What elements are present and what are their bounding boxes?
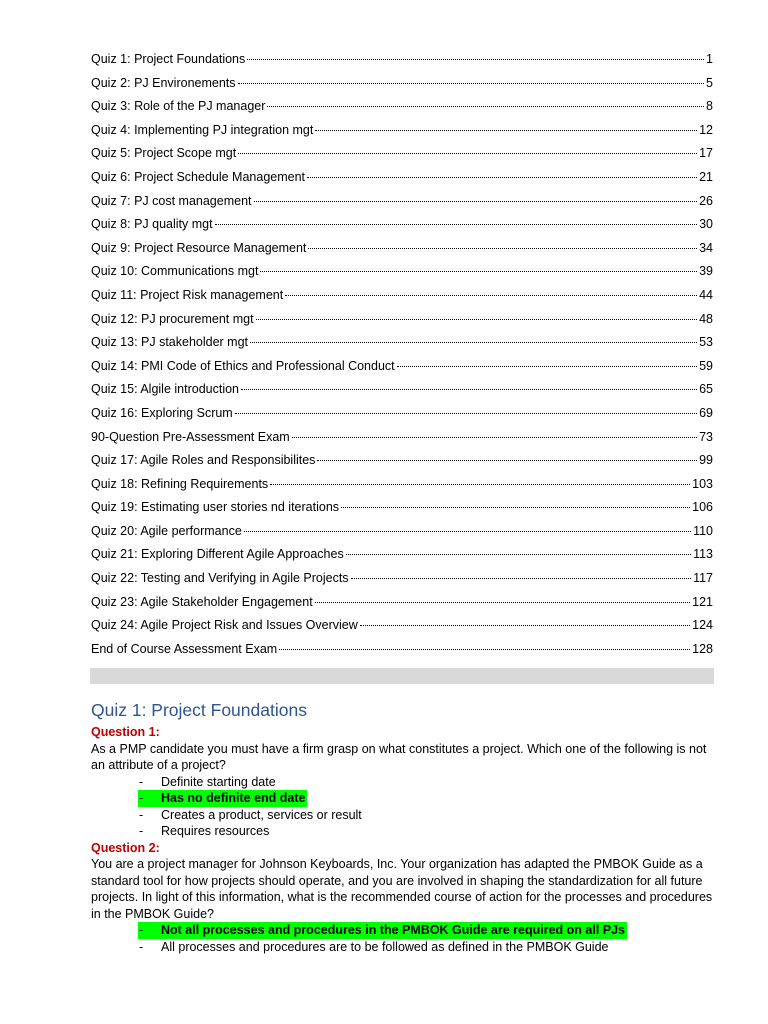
toc-entry-title: Quiz 15: Algile introduction	[91, 382, 240, 397]
answer-option-text: Requires resources	[161, 824, 270, 838]
toc-entry-title: 90-Question Pre-Assessment Exam	[91, 429, 290, 444]
toc-entry-title: Quiz 24: Agile Project Risk and Issues Overview	[91, 618, 358, 633]
toc-dot-leader	[238, 82, 705, 84]
toc-entry-page-number: 21	[699, 169, 713, 184]
toc-entry-title: Quiz 7: PJ cost management	[91, 193, 252, 208]
toc-entry-page-number: 117	[693, 571, 713, 586]
toc-entry[interactable]	[91, 614, 713, 638]
toc-entry-title: Quiz 5: Project Scope mgt	[91, 146, 237, 161]
toc-entry-page-number: 69	[699, 405, 713, 420]
quiz-heading: Quiz 1: Project Foundations	[91, 700, 307, 720]
toc-entry-page-number: 121	[692, 594, 713, 609]
toc-entry[interactable]	[91, 402, 713, 426]
toc-dot-leader	[270, 483, 690, 485]
toc-entry-title: Quiz 14: PMI Code of Ethics and Professional Conduct	[91, 358, 395, 373]
toc-entry[interactable]	[91, 308, 713, 332]
toc-entry[interactable]	[91, 496, 713, 520]
question-label: Question 2:	[91, 840, 160, 855]
toc-entry-page-number: 39	[699, 264, 713, 279]
bullet-dash: -	[139, 774, 144, 789]
toc-entry[interactable]	[91, 48, 713, 72]
question-text: As a PMP candidate you must have a firm grasp on what constitutes a project. Which one of the following is not an attribute of a project?	[91, 741, 707, 772]
toc-entry[interactable]	[91, 638, 713, 662]
answer-option-correct	[91, 790, 716, 807]
toc-entry[interactable]	[91, 237, 713, 261]
toc-entry-title: Quiz 3: Role of the PJ manager	[91, 99, 266, 114]
answer-options	[91, 774, 716, 840]
toc-entry[interactable]	[91, 449, 713, 473]
toc-entry-title: Quiz 19: Estimating user stories nd iterations	[91, 500, 340, 515]
toc-entry-page-number: 128	[692, 641, 713, 656]
toc-dot-leader	[215, 223, 698, 225]
toc-entry-page-number: 99	[699, 453, 713, 468]
toc-entry-page-number: 8	[706, 99, 713, 114]
toc-entry-page-number: 106	[692, 500, 713, 515]
toc-entry[interactable]	[91, 95, 713, 119]
toc-entry-title: Quiz 11: Project Risk management	[91, 287, 284, 302]
toc-dot-leader	[360, 624, 690, 626]
toc-entry[interactable]	[91, 355, 713, 379]
bullet-dash: -	[139, 824, 144, 838]
toc-entry-page-number: 48	[699, 311, 713, 326]
answer-option-text: Has no definite end date	[138, 790, 307, 807]
toc-entry-page-number: 73	[699, 429, 713, 444]
toc-entry-title: Quiz 2: PJ Environements	[91, 75, 236, 90]
toc-entry[interactable]	[91, 119, 713, 143]
toc-dot-leader	[315, 601, 690, 603]
toc-entry[interactable]	[91, 378, 713, 402]
toc-entry-page-number: 1	[706, 52, 713, 66]
toc-dot-leader	[260, 270, 697, 272]
toc-entry[interactable]	[91, 543, 713, 567]
answer-option-correct	[91, 922, 716, 939]
question-label: Question 1:	[91, 725, 160, 739]
toc-entry[interactable]	[91, 190, 713, 214]
toc-entry-title: Quiz 1: Project Foundations	[91, 52, 246, 66]
toc-entry-page-number: 124	[692, 618, 713, 633]
answer-option	[91, 823, 716, 840]
toc-entry-page-number: 12	[699, 122, 713, 137]
toc-dot-leader	[238, 152, 697, 154]
section-break-bar	[90, 668, 714, 684]
toc-entry-page-number: 26	[699, 193, 713, 208]
toc-dot-leader	[292, 436, 697, 438]
toc-dot-leader	[247, 58, 704, 60]
toc-entry-title: Quiz 13: PJ stakeholder mgt	[91, 335, 249, 350]
toc-entry[interactable]	[91, 473, 713, 497]
toc-dot-leader	[256, 318, 698, 320]
toc-dot-leader	[315, 129, 697, 131]
toc-dot-leader	[307, 176, 697, 178]
bullet-dash: -	[139, 939, 144, 954]
answer-option-text: Definite starting date	[161, 774, 276, 789]
toc-entry-title: Quiz 23: Agile Stakeholder Engagement	[91, 594, 313, 609]
toc-entry-page-number: 65	[699, 382, 713, 397]
toc-entry[interactable]	[91, 72, 713, 96]
toc-entry-title: Quiz 10: Communications mgt	[91, 264, 259, 279]
toc-entry-page-number: 30	[699, 217, 713, 232]
toc-entry[interactable]	[91, 142, 713, 166]
toc-dot-leader	[317, 459, 697, 461]
question-block	[91, 724, 716, 840]
answer-option-text: All processes and procedures are to be followed as defined in the PMBOK Guide	[161, 939, 609, 954]
answer-option-text: Creates a product, services or result	[161, 807, 362, 822]
toc-entry-page-number: 17	[699, 146, 713, 161]
toc-entry[interactable]	[91, 567, 713, 591]
toc-entry-title: Quiz 18: Refining Requirements	[91, 476, 269, 491]
toc-entry-title: Quiz 6: Project Schedule Management	[91, 169, 306, 184]
toc-entry-title: Quiz 16: Exploring Scrum	[91, 405, 233, 420]
toc-dot-leader	[285, 294, 697, 296]
toc-dot-leader	[279, 648, 690, 650]
toc-entry-page-number: 5	[706, 75, 713, 90]
answer-options	[91, 922, 716, 955]
toc-entry-page-number: 34	[699, 240, 713, 255]
toc-entry[interactable]	[91, 284, 713, 308]
toc-dot-leader	[244, 530, 691, 532]
toc-entry-page-number: 110	[693, 523, 713, 538]
toc-entry-title: End of Course Assessment Exam	[91, 641, 278, 656]
toc-entry[interactable]	[91, 591, 713, 615]
question-list	[91, 724, 716, 955]
toc-entry-title: Quiz 22: Testing and Verifying in Agile Projects	[91, 571, 349, 586]
toc-entry-page-number: 113	[693, 547, 713, 562]
bullet-dash: -	[139, 791, 144, 805]
answer-option	[91, 774, 716, 791]
toc-dot-leader	[254, 200, 698, 202]
toc-dot-leader	[351, 577, 692, 579]
toc-entry[interactable]	[91, 331, 713, 355]
toc-entry[interactable]	[91, 213, 713, 237]
toc-dot-leader	[346, 553, 691, 555]
toc-dot-leader	[267, 105, 704, 107]
toc-entry[interactable]	[91, 166, 713, 190]
toc-entry-title: Quiz 17: Agile Roles and Responsibilites	[91, 453, 316, 468]
toc-entry-page-number: 44	[699, 287, 713, 302]
quiz-section	[91, 697, 716, 955]
toc-entry-title: Quiz 9: Project Resource Management	[91, 240, 307, 255]
toc-entry[interactable]	[91, 260, 713, 284]
toc-entry-page-number: 103	[692, 476, 713, 491]
bullet-dash: -	[139, 923, 144, 937]
toc-entry-page-number: 59	[699, 358, 713, 373]
answer-option-text: Not all processes and procedures in the PMBOK Guide are required on all PJs	[138, 922, 627, 939]
question-block	[91, 840, 716, 956]
answer-option	[91, 939, 716, 956]
toc-entry[interactable]	[91, 520, 713, 544]
table-of-contents	[91, 48, 713, 661]
toc-entry-title: Quiz 12: PJ procurement mgt	[91, 311, 254, 326]
toc-dot-leader	[250, 341, 697, 343]
toc-dot-leader	[308, 247, 697, 249]
bullet-dash: -	[139, 807, 144, 822]
toc-entry-title: Quiz 4: Implementing PJ integration mgt	[91, 122, 314, 137]
toc-dot-leader	[235, 412, 697, 414]
toc-entry[interactable]	[91, 426, 713, 450]
toc-entry-title: Quiz 20: Agile performance	[91, 523, 242, 538]
question-text: You are a project manager for Johnson Keyboards, Inc. Your organization has adapted the PMBOK Guide as a standard tool for how projects should operate, and you are involved in shaping the standardization for all future projects. In light of this information, what is the recommended course of action for the processes and procedures in the PMBOK Guide?	[91, 857, 713, 921]
toc-entry-title: Quiz 8: PJ quality mgt	[91, 217, 213, 232]
toc-dot-leader	[397, 365, 697, 367]
toc-entry-title: Quiz 21: Exploring Different Agile Approaches	[91, 547, 344, 562]
toc-dot-leader	[241, 388, 697, 390]
toc-dot-leader	[341, 506, 690, 508]
toc-entry-page-number: 53	[699, 335, 713, 350]
answer-option	[91, 807, 716, 824]
